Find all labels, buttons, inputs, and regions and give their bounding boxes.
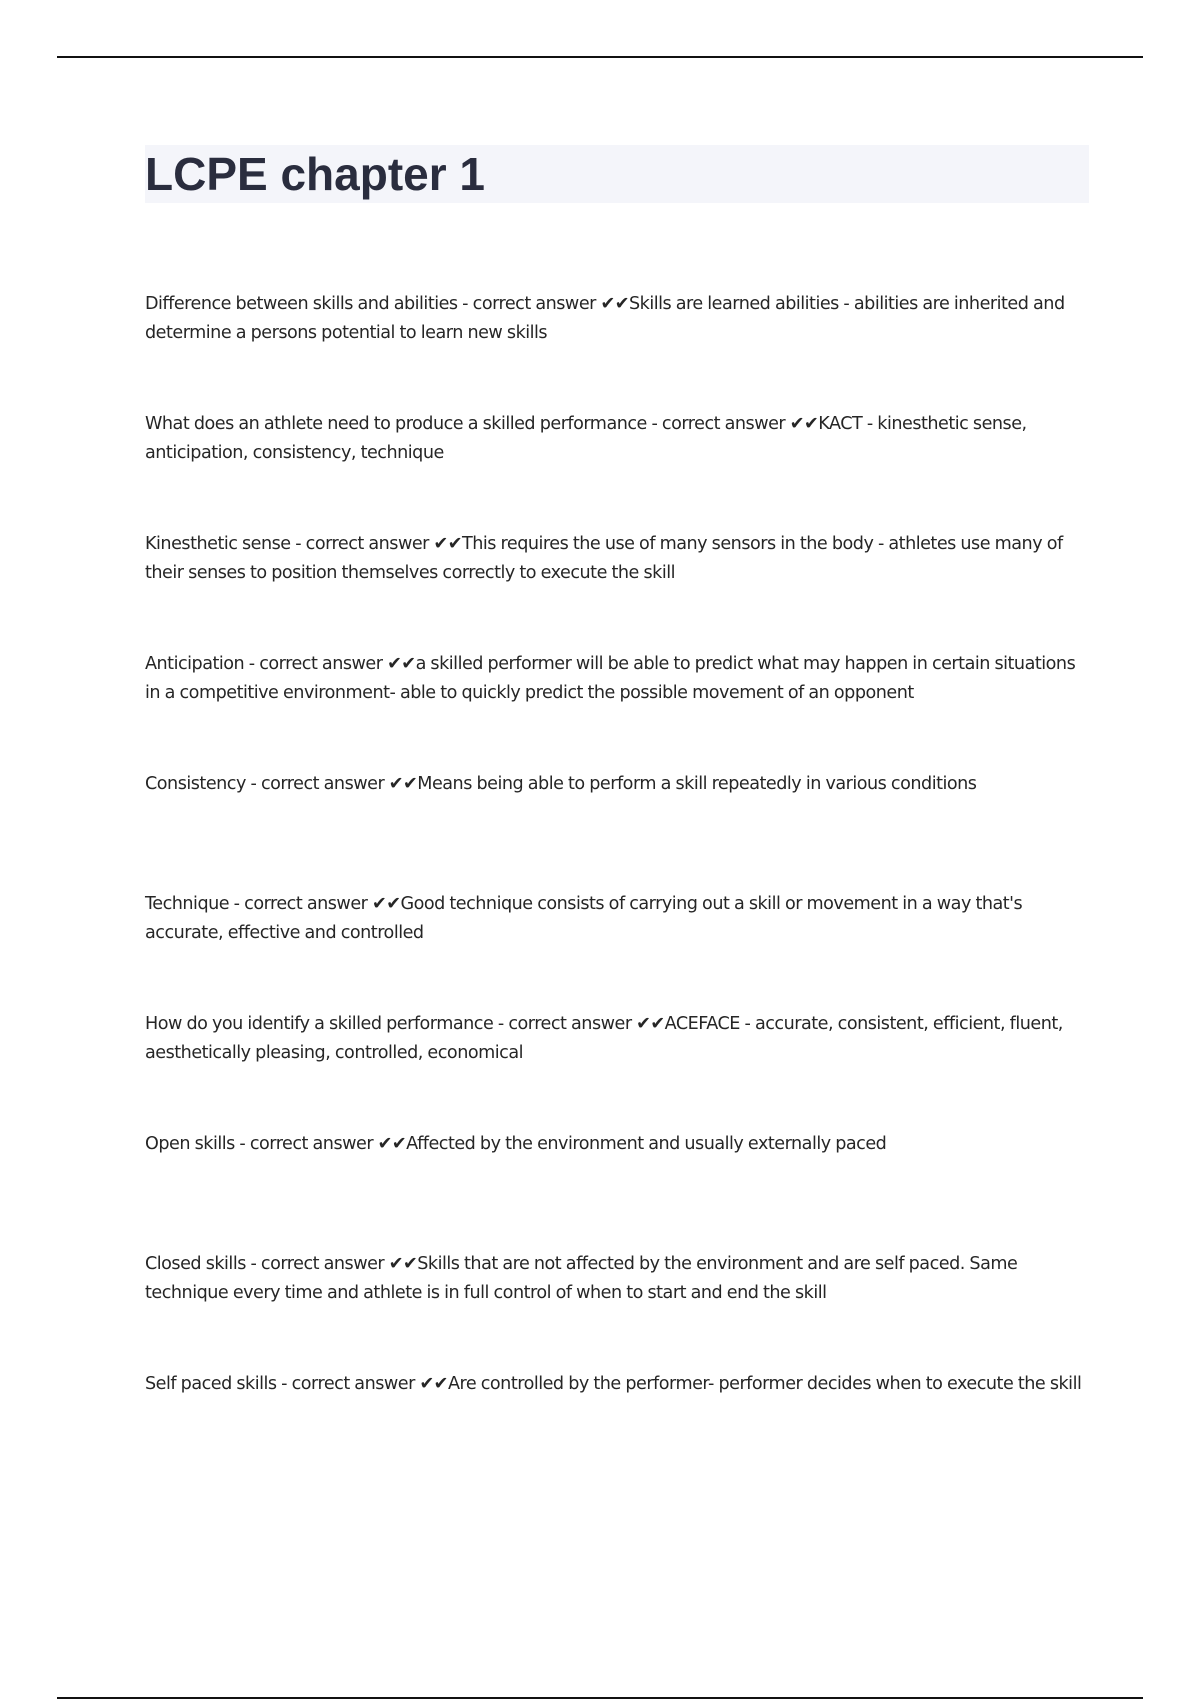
qa-separator: -	[234, 1134, 250, 1154]
qa-separator: -	[276, 1374, 292, 1394]
qa-term: Anticipation	[145, 654, 245, 674]
qa-answer: Skills are learned abilities - abilities are inherited and determine a persons potential to learn new skills	[145, 294, 1065, 343]
qa-item	[145, 1130, 1090, 1250]
qa-answer-marker: correct answer ✔✔	[249, 1134, 407, 1154]
qa-answer: Skills that are not affected by the environment and are self paced. Same technique every time and athlete is in full control of when to start and end the skill	[145, 1254, 1018, 1303]
qa-separator: -	[244, 654, 260, 674]
qa-answer-marker: correct answer ✔✔	[259, 654, 416, 674]
qa-answer-marker: correct answer ✔✔	[661, 414, 819, 434]
qa-term: Closed skills	[145, 1254, 246, 1274]
qa-answer: Are controlled by the performer- performer decides when to execute the skill	[447, 1374, 1082, 1394]
qa-answer-marker: correct answer ✔✔	[472, 294, 629, 314]
qa-item	[145, 410, 1090, 530]
qa-item	[145, 290, 1090, 410]
qa-separator: -	[457, 294, 473, 314]
qa-answer-marker: correct answer ✔✔	[305, 534, 462, 554]
page-title: LCPE chapter 1	[145, 148, 485, 200]
qa-answer: KACT - kinesthetic sense, anticipation, consistency, technique	[145, 414, 1027, 463]
qa-answer: This requires the use of many sensors in the body - athletes use many of their senses to position themselves correctly to execute the skill	[145, 534, 1063, 583]
qa-answer: Good technique consists of carrying out a skill or movement in a way that's accurate, effective and controlled	[145, 894, 1023, 943]
qa-item	[145, 1010, 1090, 1130]
qa-answer-marker: correct answer ✔✔	[291, 1374, 448, 1394]
qa-term: Technique	[145, 894, 230, 914]
qa-separator: -	[290, 534, 306, 554]
qa-answer: ACEFACE - accurate, consistent, efficient, fluent, aesthetically pleasing, controlled, economical	[145, 1014, 1063, 1063]
bottom-rule	[57, 1697, 1143, 1699]
qa-answer-marker: correct answer ✔✔	[260, 774, 418, 794]
qa-answer-marker: correct answer ✔✔	[244, 894, 401, 914]
qa-list	[145, 290, 1090, 1490]
qa-item	[145, 1250, 1090, 1370]
qa-term: Kinesthetic sense	[145, 534, 291, 554]
qa-answer-marker: correct answer ✔✔	[508, 1014, 665, 1034]
qa-item	[145, 650, 1090, 770]
qa-separator: -	[646, 414, 662, 434]
qa-separator: -	[245, 774, 261, 794]
qa-term: What does an athlete need to produce a skilled performance	[145, 414, 647, 434]
qa-term: Open skills	[145, 1134, 235, 1154]
qa-item	[145, 530, 1090, 650]
qa-answer: Means being able to perform a skill repeatedly in various conditions	[417, 774, 977, 794]
qa-term: Self paced skills	[145, 1374, 277, 1394]
qa-separator: -	[245, 1254, 261, 1274]
top-rule	[57, 56, 1143, 58]
qa-separator: -	[229, 894, 245, 914]
qa-answer: Affected by the environment and usually externally paced	[406, 1134, 887, 1154]
qa-answer-marker: correct answer ✔✔	[260, 1254, 418, 1274]
qa-term: How do you identify a skilled performance	[145, 1014, 494, 1034]
qa-term: Consistency	[145, 774, 246, 794]
qa-item	[145, 770, 1090, 890]
qa-item	[145, 1370, 1090, 1490]
qa-separator: -	[493, 1014, 509, 1034]
qa-term: Difference between skills and abilities	[145, 294, 458, 314]
qa-item	[145, 890, 1090, 1010]
qa-answer: a skilled performer will be able to predict what may happen in certain situations in a competitive environment- able to quickly predict the possible movement of an opponent	[145, 654, 1076, 703]
